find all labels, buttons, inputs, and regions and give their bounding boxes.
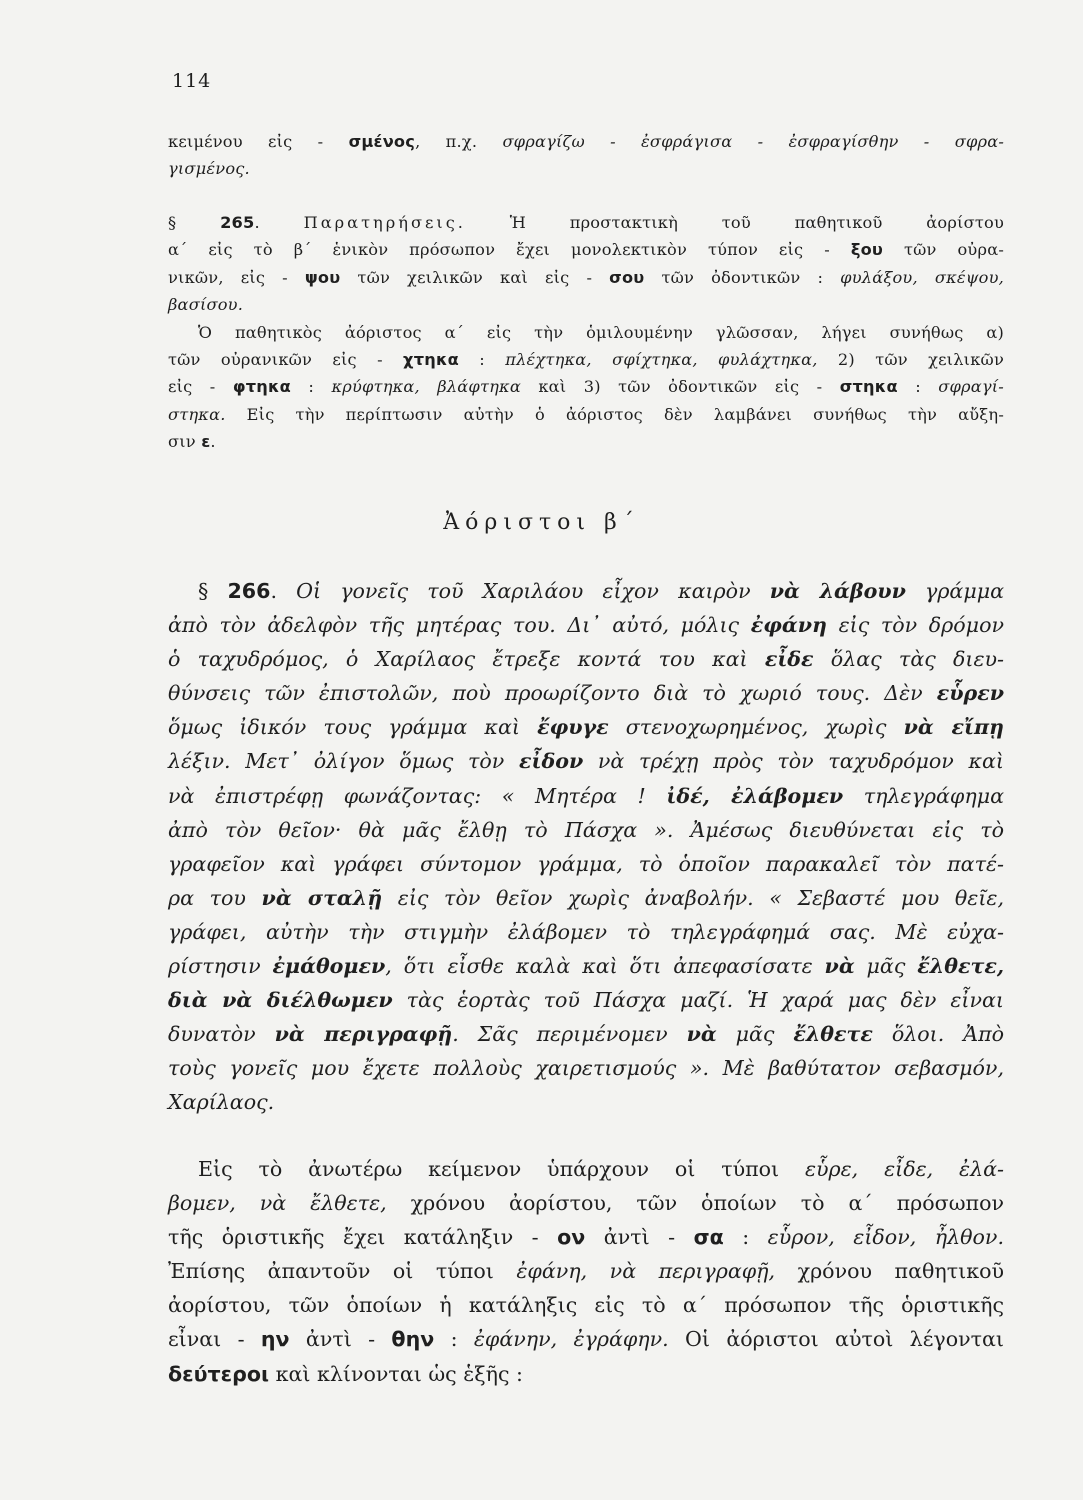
text-segment: ψου [304,267,341,287]
text-segment: Ἐπίσης ἀπαντοῦν οἱ τύποι [168,1259,517,1284]
text-line [168,1085,1004,1119]
text-line [168,744,1004,778]
text-segment: τῶν χειλικῶν καὶ εἰς - [340,267,610,287]
section-heading: Ἀόριστοι β΄ [443,510,640,535]
text-segment: βομεν, νὰ ἔλθετε, [168,1191,387,1216]
text-segment: . [270,579,297,603]
text-segment: νὰ ἐπιστρέφῃ φωνάζοντας: « Μητέρα ! [168,783,667,808]
text-segment: χρόνου παθητικοῦ [775,1259,1004,1284]
text-line [168,1322,1004,1356]
text-line [168,1017,1004,1051]
text-segment: ἀπὸ τὸν ἀδελφὸν τῆς μητέρας του. Δι᾽ αὐτό, μόλις [168,613,751,638]
text-segment: δυνατὸν [168,1022,275,1047]
text-line [168,155,1004,182]
text-segment: σα [693,1225,724,1250]
text-segment: ὅλοι. Ἀπὸ [872,1022,1005,1047]
text-segment: τῆς ὁριστικῆς ἔχει κατάληξιν - [168,1225,558,1250]
text-segment: τοὺς γονεῖς μου ἔχετε πολλοὺς χαιρετισμούς ». Μὲ βαθύτατον σεβασμόν, [168,1056,1004,1081]
text-segment: μᾶς [854,954,918,979]
page-number: 114 [172,70,212,92]
text-line [168,1152,1004,1186]
text-line [168,346,1004,373]
text-segment: κειμένου εἰς - [168,132,349,151]
text-segment: ἔλθετε, [917,954,1005,979]
text-segment: ἐφάνην, ἐγράφην. [473,1327,669,1352]
text-segment: νὰ [686,1022,717,1047]
text-segment: σφραγίζω - ἐσφράγισα - ἐσφραγίσθην - σφρα- [502,132,1005,151]
text-segment: κρύφτηκα, βλάφτηκα [331,377,521,397]
text-segment: Εἰς τὸ ἀνωτέρω κείμενον ὑπάρχουν οἱ τύποι [198,1157,805,1181]
text-line [168,373,1004,400]
text-segment: πλέχτηκα, σφίχτηκα, φυλάχτηκα, [505,349,818,369]
text-line [168,881,1004,915]
text-segment: γισμένος. [168,159,250,179]
text-segment: ἀντὶ - [585,1225,694,1250]
text-line [168,1357,1004,1391]
text-segment: ἀπὸ τὸν θεῖον· θὰ μᾶς ἔλθῃ τὸ Πάσχα ». [168,817,691,842]
text-segment: εἰς τὸν δρόμον [826,613,1004,638]
text-segment: § [198,579,228,603]
text-segment: 2) τῶν χειλικῶν [817,349,1004,369]
text-segment: ἐφάνη, νὰ περιγραφῇ, [516,1259,776,1284]
text-segment: ρα του [168,885,262,910]
text-segment: ἔφυγε [537,715,609,740]
text-segment: Οἱ γονεῖς τοῦ Χαριλάου εἶχον καιρὸν [296,579,770,603]
text-segment: : [723,1225,768,1250]
text-segment: μᾶς [716,1022,794,1047]
text-line [168,401,1004,428]
section-265 [168,209,1004,456]
text-segment: ε [201,432,211,452]
text-segment: εἰς - [168,377,233,397]
text-line [168,128,1004,155]
text-segment: φτηκα [232,377,291,397]
text-segment: Οἱ ἀόριστοι αὐτοὶ λέγονται [668,1327,1005,1352]
text-segment: α΄ εἰς τὸ β΄ ἑνικὸν πρόσωπον ἔχει μονολεκτικὸν τύπον εἰς - [168,240,851,260]
text-segment: τῶν ὀδοντικῶν : [644,267,841,287]
text-segment: γράφει, αὐτὴν τὴν στιγμὴν ἐλάβομεν τὸ τηλεγράφημά σας. Μὲ εὐχα- [168,919,1004,944]
text-segment: ην [260,1327,290,1352]
text-segment: ὁ ταχυδρόμος, ὁ Χαρίλαος ἔτρεξε κοντά του καὶ [168,647,765,672]
text-segment: νικῶν, εἰς - [168,267,305,287]
text-segment: νὰ περιγραφῇ [274,1022,453,1047]
text-segment: : [458,349,506,369]
text-segment: στενοχωρημένος, χωρὶς [608,715,904,740]
text-segment: 266 [227,579,271,603]
text-segment: ἰδέ, ἐλάβομεν [666,783,844,808]
text-segment: γράμμα [905,579,1005,603]
text-segment: νὰ τρέχῃ πρὸς τὸν ταχυδρόμον καὶ [583,749,1004,774]
text-line [168,915,1004,949]
text-segment: Ἡ προστακτικὴ τοῦ παθητικοῦ ἀορίστου [465,213,1004,232]
text-segment: 265 [220,213,255,232]
text-segment: νὰ σταλῇ [261,885,383,910]
text-line [168,813,1004,847]
text-segment: Χαρίλαος. [168,1090,275,1115]
text-segment: σφραγί- [938,377,1004,397]
text-segment: καὶ κλίνονται ὡς ἑξῆς : [269,1361,523,1386]
text-segment: Εἰς τὴν περίπτωσιν αὐτὴν ὁ ἀόριστος δὲν λαμβάνει συνήθως τὴν αὔξη- [225,404,1004,424]
text-segment: νὰ εἴπῃ [903,715,1004,740]
text-line [168,319,1004,346]
text-segment: τῶν οὐρανικῶν εἰς - [168,349,404,369]
text-line [168,1220,1004,1254]
text-segment: : [291,377,332,397]
text-line [168,642,1004,676]
text-segment: τηλεγράφημα [843,783,1004,808]
text-segment: σου [609,267,645,287]
text-line [168,983,1004,1017]
text-segment: χρόνου ἀορίστου, τῶν ὁποίων τὸ α΄ πρόσωπον [386,1191,1004,1216]
text-segment: εὗρε, εἶδε, ἐλά- [804,1157,1004,1181]
text-line [168,847,1004,881]
text-segment: : [897,377,939,397]
text-segment: . Σᾶς περιμένομεν [452,1022,687,1047]
text-segment: τῶν οὐρα- [883,240,1004,260]
text-segment: θύνσεις τῶν ἐπιστολῶν, ποὺ προωρίζοντο διὰ τὸ χωριό τους. Δὲν [168,681,937,706]
section-266 [168,574,1004,1120]
text-segment: λέξιν. Μετ᾽ ὀλίγον ὅμως τὸν [168,749,519,774]
text-segment: ἐμάθομεν [272,954,386,979]
text-segment: Παρατηρήσεις. [303,213,466,232]
text-segment: εὗρον, εἶδον, ἦλθον. [767,1225,1004,1250]
text-line [168,574,1004,608]
top-paragraph [168,128,1004,183]
text-segment: γραφεῖον καὶ γράφει σύντομον γράμμα, τὸ ὁποῖον παρακαλεῖ τὸν πατέ- [168,851,1004,876]
text-segment: Ὁ παθητικὸς ἀόριστος α΄ εἰς τὴν ὁμιλουμένην γλῶσσαν, λήγει συνήθως α) [198,322,1004,342]
text-segment: νὰ [824,954,855,979]
text-segment: εἶδον [518,749,584,774]
text-line [168,1186,1004,1220]
text-segment: καὶ 3) τῶν ὀδοντικῶν εἰς - [520,377,840,397]
text-segment: ξου [850,240,884,260]
text-segment: ἐφάνη [750,613,827,638]
text-line [168,428,1004,455]
text-segment: εὗρεν [936,681,1004,706]
text-line [168,949,1004,983]
text-segment: δεύτεροι [168,1361,270,1386]
text-segment: θην [391,1327,435,1352]
text-line [168,1288,1004,1322]
text-line [168,710,1004,744]
text-segment: ὅμως ἰδικόν τους γράμμα καὶ [168,715,538,740]
text-segment: εἶναι - [168,1327,261,1352]
text-segment: βασίσου. [168,295,244,315]
text-segment: εἶδε [764,647,814,672]
text-line [168,676,1004,710]
text-segment: στηκα [839,377,898,397]
text-segment: Ἀμέσως διευθύνεται εἰς τὸ [690,817,1004,842]
text-segment: στηκα. [168,404,226,424]
text-segment: σμένος [348,132,416,151]
text-line [168,1051,1004,1085]
text-segment: χτηκα [403,349,459,369]
text-line [168,291,1004,318]
text-line [168,209,1004,236]
text-line [168,779,1004,813]
text-segment: . [254,213,304,232]
text-segment: § [168,213,221,232]
text-segment: εἰς τὸν θεῖον χωρὶς ἀναβολήν. « Σεβαστέ μου θεῖε, [382,885,1005,910]
text-segment: ἀντὶ - [289,1327,392,1352]
text-segment: ἔλθετε [793,1022,873,1047]
text-segment: διὰ νὰ διέλθωμεν [168,988,393,1013]
text-segment: , π.χ. [415,132,503,151]
text-segment: : [434,1327,474,1352]
section-266-explanation [168,1152,1004,1391]
text-line [168,264,1004,291]
text-line [168,236,1004,263]
text-segment: , ὅτι εἶσθε καλὰ καὶ ὅτι ἀπεφασίσατε [385,954,825,979]
text-segment: . [210,432,216,452]
text-segment: ρίστησιν [168,954,273,979]
text-segment: νὰ λάβουν [769,579,906,603]
text-segment: τὰς ἑορτὰς τοῦ Πάσχα μαζί. Ἡ χαρά μας δὲν εἶναι [392,988,1004,1013]
text-segment: ἀορίστου, τῶν ὁποίων ἡ κατάληξις εἰς τὸ α΄ πρόσωπον τῆς ὁριστικῆς [168,1293,1004,1318]
text-segment: ον [557,1225,586,1250]
text-line [168,608,1004,642]
text-line [168,1254,1004,1288]
text-segment: ὅλας τὰς διευ- [813,647,1004,672]
text-segment: φυλάξου, σκέψου, [840,267,1004,287]
text-segment: σιν [168,432,202,452]
